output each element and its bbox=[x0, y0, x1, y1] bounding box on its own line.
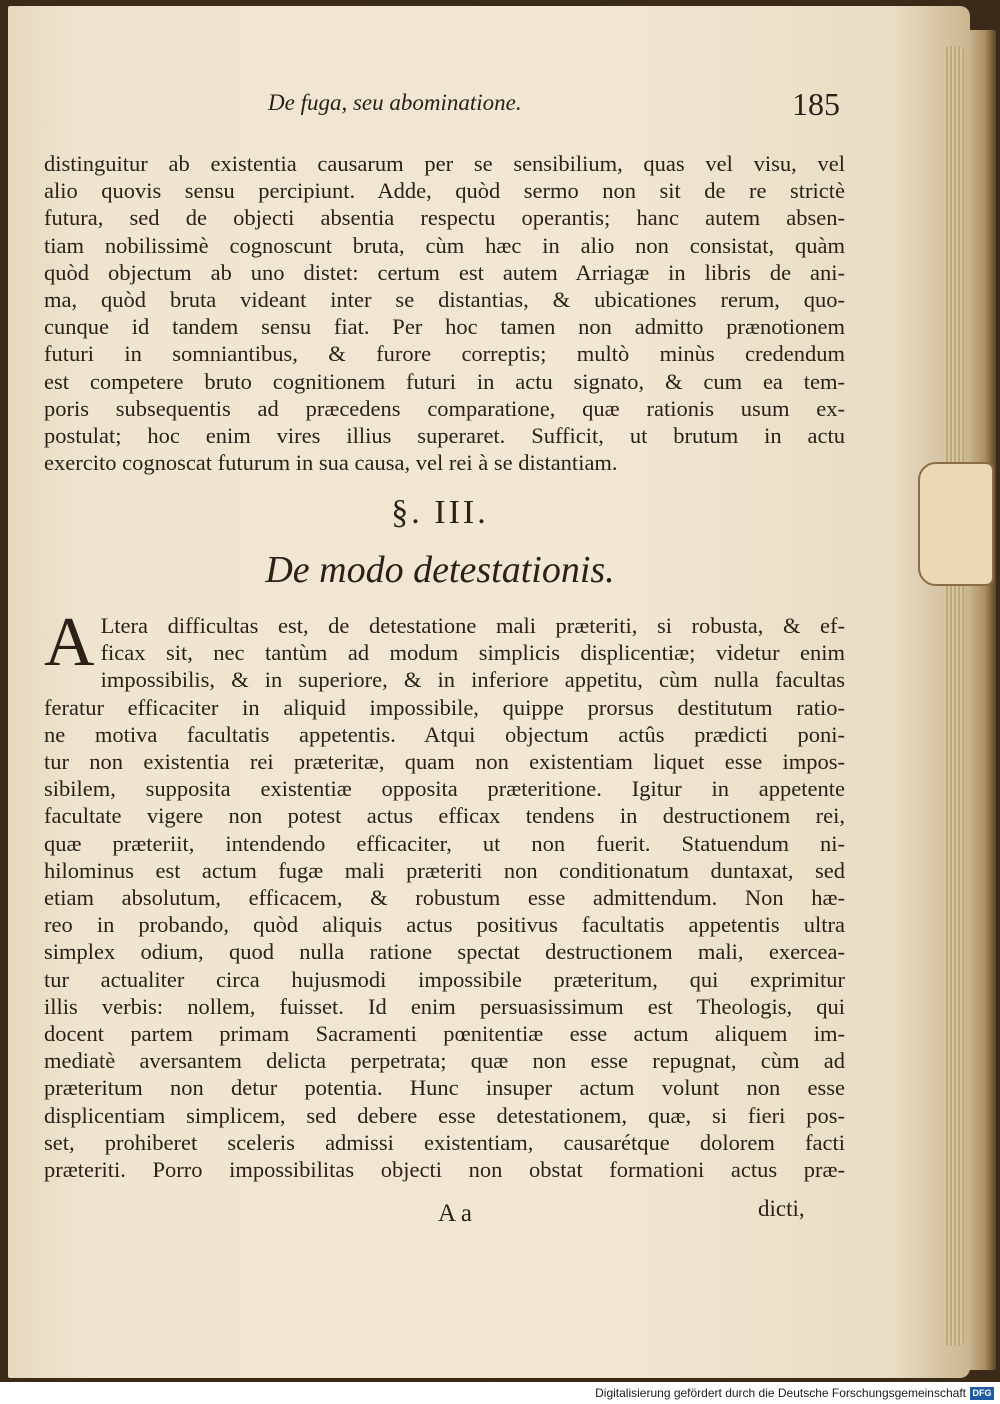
text-line: præteritum non detur potentia. Hunc insuper actum volunt non esse bbox=[44, 1075, 845, 1101]
text-line: set, prohiberet sceleris admissi existentiam, causarétque dolorem facti bbox=[44, 1129, 845, 1155]
text-line: poris subsequentis ad præcedens comparatione, quæ rationis usum ex- bbox=[44, 395, 845, 421]
text-line: præteriti. Porro impossibilitas objecti non obstat formationi actus præ- bbox=[44, 1157, 845, 1183]
page-fore-edge bbox=[944, 46, 964, 1346]
text-line: displicentiam simplicem, sed debere esse detestationem, quæ, si fieri pos- bbox=[44, 1102, 845, 1128]
text-line: distinguitur ab existentia causarum per se sensibilium, quas vel visu, vel bbox=[44, 151, 845, 176]
page-number: 185 bbox=[792, 86, 840, 122]
text-line: simplex odium, quod nulla ratione spectat destructionem mali, exercea- bbox=[44, 939, 845, 965]
text-line: docent partem primam Sacramenti pœnitentiæ esse actum aliquem im- bbox=[44, 1021, 845, 1047]
text-line: quæ præteriit, intendendo efficaciter, ut non fuerit. Statuendum ni- bbox=[44, 830, 845, 856]
text-line: facultate vigere non potest actus efficax tendens in destructionem rei, bbox=[44, 803, 845, 829]
book-edge bbox=[968, 30, 996, 1370]
text-line: mediatè aversantem delicta perpetrata; quæ non esse repugnat, cùm ad bbox=[44, 1048, 845, 1074]
digitization-credit: Digitalisierung gefördert durch die Deutsche Forschungsgemeinschaft bbox=[595, 1386, 966, 1400]
text-line: ficax sit, nec tantùm ad modum simplicis displicentiæ; videtur enim bbox=[100, 640, 845, 666]
dfg-logo: DFG bbox=[970, 1387, 994, 1400]
paragraph-1 bbox=[44, 150, 845, 476]
text-line: ma, quòd bruta videant inter se distantias, & ubicationes rerum, quo- bbox=[44, 287, 845, 313]
section-title: De modo detestationis. bbox=[265, 549, 615, 591]
text-line: Ltera difficultas est, de detestatione mali præteriti, si robusta, & ef- bbox=[100, 613, 845, 638]
text-line: quòd objectum ab uno distet: certum est autem Arriagæ in libris de ani- bbox=[44, 259, 845, 285]
text-line: illis verbis: nollem, fuisset. Id enim persuasissimum est Theologis, qui bbox=[44, 993, 845, 1019]
text-line: ne motiva facultatis appetentis. Atqui objectum actûs prædicti poni- bbox=[44, 721, 845, 747]
catchword: dicti, bbox=[758, 1196, 805, 1221]
text-line: sibilem, supposita existentiæ opposita præteritione. Igitur in appetente bbox=[44, 776, 845, 802]
text-line: reo in probando, quòd aliquis actus positivus facultatis appetentis ultra bbox=[44, 912, 845, 938]
text-line: feratur efficaciter in aliquid impossibile, quippe prorsus destitutum ratio- bbox=[44, 694, 845, 720]
text-line: cunque id tandem sensu fiat. Per hoc tamen non admitto prænotionem bbox=[44, 314, 845, 340]
signature-mark: A a bbox=[438, 1200, 473, 1227]
text-line: tiam nobilissimè cognoscunt bruta, cùm hæc in alio non consistat, quàm bbox=[44, 232, 845, 258]
text-line: hilominus est actum fugæ mali præteriti non conditionatum duntaxat, sed bbox=[44, 857, 845, 883]
section-number: §. III. bbox=[391, 494, 489, 531]
running-head: De fuga, seu abominatione. bbox=[268, 90, 522, 115]
text-line: est competere bruto cognitionem futuri in actu signato, & cum ea tem- bbox=[44, 368, 845, 394]
text-line: postulat; hoc enim vires illius superaret. Sufficit, ut brutum in actu bbox=[44, 423, 845, 449]
text-line: tur non existentia rei præteritæ, quam non existentiam liquet esse impos- bbox=[44, 749, 845, 775]
text-line: impossibilis, & in superiore, & in inferiore appetitu, cùm nulla facultas bbox=[100, 667, 845, 693]
text-line: tur actualiter circa hujusmodi impossibile præteritum, qui exprimitur bbox=[44, 966, 845, 992]
paragraph-2 bbox=[44, 604, 845, 1183]
text-line: futura, sed de objecti absentia respectu operantis; hanc autem absen- bbox=[44, 205, 845, 231]
clasp-tab bbox=[918, 462, 994, 586]
drop-cap: A bbox=[44, 604, 95, 681]
text-line: futuri in somniantibus, & furore correptis; multò minùs credendum bbox=[44, 341, 845, 367]
text-line: alio quovis sensu percipiunt. Adde, quòd sermo non sit de re strictè bbox=[44, 178, 845, 204]
text-line: etiam absolutum, efficacem, & robustum esse admittendum. Non hæ- bbox=[44, 885, 845, 911]
text-line: exercito cognoscat futurum in sua causa, vel rei à se distantiam. bbox=[44, 450, 618, 476]
